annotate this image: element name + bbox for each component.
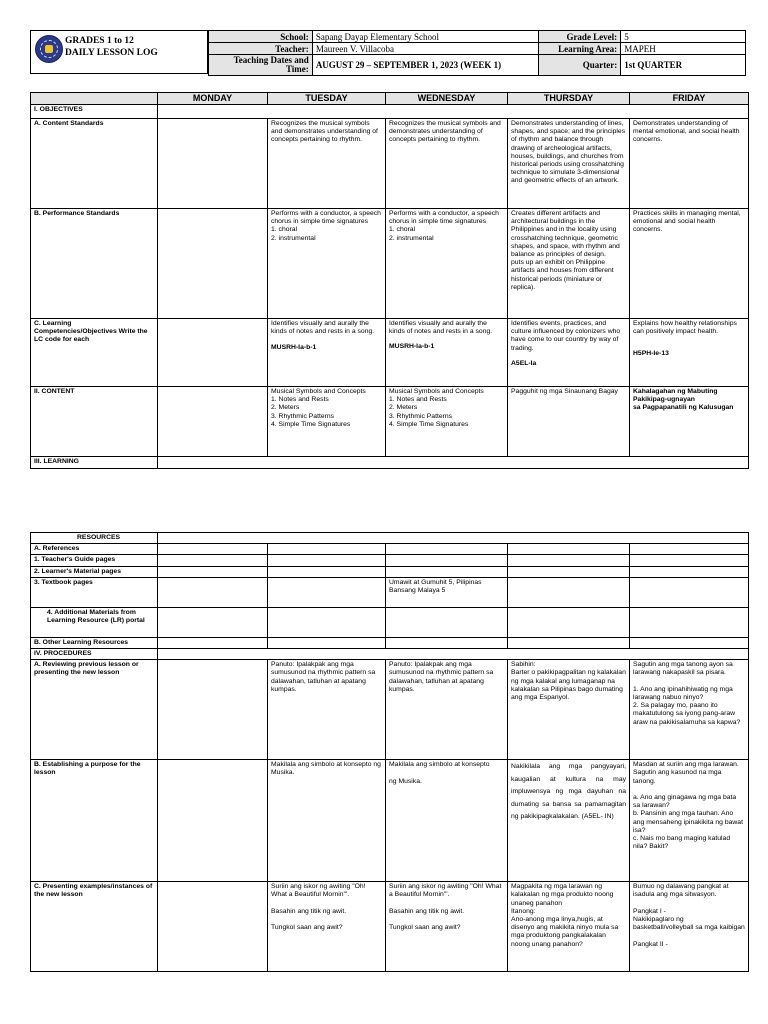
school-value: Sapang Dayap Elementary School <box>312 31 539 43</box>
header-info-table <box>208 30 746 76</box>
lm-pages-friday <box>630 566 749 577</box>
presenting-label: C. Presenting examples/instances of the new lesson <box>31 882 158 972</box>
review-label: A. Reviewing previous lesson or presenting the new lesson <box>31 660 158 760</box>
other-resources-tuesday <box>268 637 386 648</box>
other-resources-label: B. Other Learning Resources <box>31 637 158 648</box>
document-title <box>65 35 158 59</box>
competencies-tuesday <box>268 319 386 387</box>
lr-portal-tuesday <box>268 607 386 637</box>
performance-standards-monday <box>158 209 268 319</box>
content-standards-wednesday: Recognizes the musical symbols and demonstrates understanding of concepts pertaining to rhythm. <box>386 119 508 209</box>
lm-pages-wednesday <box>386 566 508 577</box>
deped-seal-icon <box>35 35 63 63</box>
competencies-thursday-text: Identifies events, practices, and culture influenced by colonizers who have come to our country by way of trading. <box>511 320 621 352</box>
tg-pages-wednesday <box>386 555 508 566</box>
content-standards-monday <box>158 119 268 209</box>
competencies-wednesday-text: Identifies visually and aurally the kinds of notes and rests in a song. <box>389 320 493 336</box>
lm-pages-tuesday <box>268 566 386 577</box>
textbook-friday <box>630 577 749 607</box>
other-resources-thursday <box>508 637 630 648</box>
lc-code-thursday: A5EL-Ia <box>511 359 537 367</box>
purpose-wednesday: Makilala ang simbolo at konsepto ng Musika. <box>386 760 508 882</box>
lc-code-tuesday: MUSRH-Ia-b-1 <box>271 344 317 352</box>
content-wednesday: Musical Symbols and Concepts 1. Notes and Rests 2. Meters 3. Rhythmic Patterns 4. Simple Time Signatures <box>386 387 508 457</box>
other-resources-friday <box>630 637 749 648</box>
tg-pages-monday <box>158 555 268 566</box>
competencies-friday-text: Explains how healthy relationships can positively impact health. <box>633 320 737 336</box>
teacher-label: Teacher: <box>209 43 313 55</box>
content-standards-label: A. Content Standards <box>31 119 158 209</box>
lc-code-wednesday: MUSRH-Ia-b-1 <box>389 343 435 351</box>
other-resources-monday <box>158 637 268 648</box>
tg-pages-tuesday <box>268 555 386 566</box>
day-header-thursday: THURSDAY <box>508 93 630 105</box>
competencies-tuesday-text: Identifies visually and aurally the kinds of notes and rests in a song. <box>271 320 375 336</box>
performance-standards-thursday: Creates different artifacts and architectural buildings in the Philippines and in the locality using crosshatching technique, geometric shapes, and space, with rhythm and balance as principles of design. puts up an exhibit on Philippine artifacts and houses from different historical periods (miniature or replica). <box>508 209 630 319</box>
references-monday <box>158 544 268 555</box>
quarter-label: Quarter: <box>539 55 621 76</box>
lm-pages-thursday <box>508 566 630 577</box>
textbook-tuesday <box>268 577 386 607</box>
textbook-thursday <box>508 577 630 607</box>
tg-pages-label: 1. Teacher's Guide pages <box>31 555 158 566</box>
resources-label: RESOURCES <box>31 533 158 544</box>
competencies-friday <box>630 319 749 387</box>
procedures-section-blank <box>158 649 749 660</box>
content-thursday: Pagguhit ng mga Sinaunang Bagay <box>508 387 630 457</box>
objectives-section-blank <box>158 105 749 119</box>
dates-value: AUGUST 29 – SEPTEMBER 1, 2023 (WEEK 1) <box>312 55 539 76</box>
lr-portal-thursday <box>508 607 630 637</box>
header-logo-box <box>30 30 208 74</box>
textbook-monday <box>158 577 268 607</box>
review-tuesday: Panuto: Ipalakpak ang mga sumusunod na rhythmic pattern sa dalawahan, tatluhan at apatang kumpas. <box>268 660 386 760</box>
textbook-wednesday: Umawit at Gumuhit 5, Pilipinas Bansang Malaya 5 <box>386 577 508 607</box>
review-monday <box>158 660 268 760</box>
grade-label: Grade Level: <box>539 31 621 43</box>
content-standards-thursday: Demonstrates understanding of lines, shapes, and space; and the principles of rhythm and balance through drawing of archeological artifacts, houses, buildings, and churches from historical periods using crosshatching technique to simulate 3-dimensional and geometric effects of an artwork. <box>508 119 630 209</box>
competencies-monday <box>158 319 268 387</box>
purpose-friday: Masdan at suriin ang mga larawan. Sagutin ang kasunod na mga tanong. a. Ano ang ginagawa ng mga bata sa larawan? b. Pansinin ang mga tauhan. Ano ang mensaheng ipinakikita ng bawat isa? c. Nais mo bang maging katulad nila? Bakit? <box>630 760 749 882</box>
quarter-value: 1st QUARTER <box>621 55 746 76</box>
lc-code-friday: H5PH-Ie-13 <box>633 350 669 358</box>
content-tuesday: Musical Symbols and Concepts 1. Notes and Rests 2. Meters 3. Rhythmic Patterns 4. Simple Time Signatures <box>268 387 386 457</box>
review-thursday: Sabihin: Barter o pakikipagpalitan ng kalakalan ng mga kalakal ang lumaganap na kalakalan sa Pilipinas bago dumating ang mga Espanyol. <box>508 660 630 760</box>
lr-portal-friday <box>630 607 749 637</box>
area-value: MAPEH <box>621 43 746 55</box>
resources-procedures-table <box>30 532 749 972</box>
references-label: A. References <box>31 544 158 555</box>
school-label: School: <box>209 31 313 43</box>
tg-pages-thursday <box>508 555 630 566</box>
lr-portal-monday <box>158 607 268 637</box>
performance-standards-friday: Practices skills in managing mental, emotional and social health concerns. <box>630 209 749 319</box>
presenting-friday: Bumuo ng dalawang pangkat at isadula ang mga sitwasyon. Pangkat I - Nakikipaglaro ng basketball/volleyball sa mga kaibigan Pangkat II - <box>630 882 749 972</box>
day-header-wednesday: WEDNESDAY <box>386 93 508 105</box>
grade-value: 5 <box>621 31 746 43</box>
learning-section-label: III. LEARNING <box>31 457 158 469</box>
lm-pages-label: 2. Learner's Material pages <box>31 566 158 577</box>
presenting-monday <box>158 882 268 972</box>
performance-standards-label: B. Performance Standards <box>31 209 158 319</box>
purpose-thursday: Nakikilala ang mga pangyayari, kaugalian at kultura na may impluwensya ng mga dayuhan na dumating sa bansa sa pamamagitan ng pakikipagkalakalan. (A5EL- IN) <box>508 760 630 882</box>
lm-pages-monday <box>158 566 268 577</box>
title-line-1: GRADES 1 to 12 <box>65 36 134 46</box>
objectives-table <box>30 92 749 469</box>
textbook-label: 3. Textbook pages <box>31 577 158 607</box>
teacher-value: Maureen V. Villacoba <box>312 43 539 55</box>
purpose-monday <box>158 760 268 882</box>
corner-header <box>31 93 158 105</box>
competencies-label: C. Learning Competencies/Objectives Write the LC code for each <box>31 319 158 387</box>
dates-label: Teaching Dates and Time: <box>209 55 313 76</box>
content-section-label: II. CONTENT <box>31 387 158 457</box>
competencies-thursday <box>508 319 630 387</box>
lr-portal-wednesday <box>386 607 508 637</box>
content-friday: Kahalagahan ng Mabuting Pakikipag-ugnayan sa Pagpapanatili ng Kalusugan <box>630 387 749 457</box>
procedures-section-label: IV. PROCEDURES <box>31 649 158 660</box>
references-friday <box>630 544 749 555</box>
content-monday <box>158 387 268 457</box>
review-friday: Sagutin ang mga tanong ayon sa larawang nakapaskil sa pisara. 1. Ano ang ipinahihiwatig ng mga larawang nabuo ninyo? 2. Sa palagay mo, paano ito makatutulong sa iyong pang-araw araw na pakikisalamuha sa kapwa? <box>630 660 749 760</box>
learning-section-blank <box>158 457 749 469</box>
area-label: Learning Area: <box>539 43 621 55</box>
performance-standards-wednesday: Performs with a conductor, a speech chorus in simple time signatures 1. choral 2. instrumental <box>386 209 508 319</box>
presenting-thursday: Magpakita ng mga larawan ng kalakalan ng mga produkto noong unaneg panahon Itanong: Ano-anong mga linya,hugis, at disenyo ang makikita ninyo mula sa mga produktong pangkalakalan noong unang panahon? <box>508 882 630 972</box>
content-standards-friday: Demonstrates understanding of mental emotional, and social health concerns. <box>630 119 749 209</box>
title-line-2: DAILY LESSON LOG <box>65 48 158 58</box>
presenting-wednesday: Suriin ang iskor ng awiting "Oh! What a Beautiful Mornin'". Basahin ang titik ng awit. Tungkol saan ang awit? <box>386 882 508 972</box>
competencies-wednesday <box>386 319 508 387</box>
review-wednesday: Panuto: Ipalakpak ang mga sumusunod na rhythmic pattern sa dalawahan, tatluhan at apatang kumpas. <box>386 660 508 760</box>
day-header-monday: MONDAY <box>158 93 268 105</box>
performance-standards-tuesday: Performs with a conductor, a speech chorus in simple time signatures 1. choral 2. instrumental <box>268 209 386 319</box>
objectives-section-label: I. OBJECTIVES <box>31 105 158 119</box>
purpose-tuesday: Makilala ang simbolo at konsepto ng Musika. <box>268 760 386 882</box>
day-header-friday: FRIDAY <box>630 93 749 105</box>
lr-portal-label: 4. Additional Materials from Learning Resource (LR) portal <box>31 607 158 637</box>
purpose-label: B. Establishing a purpose for the lesson <box>31 760 158 882</box>
references-thursday <box>508 544 630 555</box>
tg-pages-friday <box>630 555 749 566</box>
references-wednesday <box>386 544 508 555</box>
content-standards-tuesday: Recognizes the musical symbols and demonstrates understanding of concepts pertaining to rhythm. <box>268 119 386 209</box>
day-header-tuesday: TUESDAY <box>268 93 386 105</box>
presenting-tuesday: Suriin ang iskor ng awiting "Oh! What a Beautiful Mornin'". Basahin ang titik ng awit. Tungkol saan ang awit? <box>268 882 386 972</box>
resources-blank <box>158 533 749 544</box>
other-resources-wednesday <box>386 637 508 648</box>
references-tuesday <box>268 544 386 555</box>
